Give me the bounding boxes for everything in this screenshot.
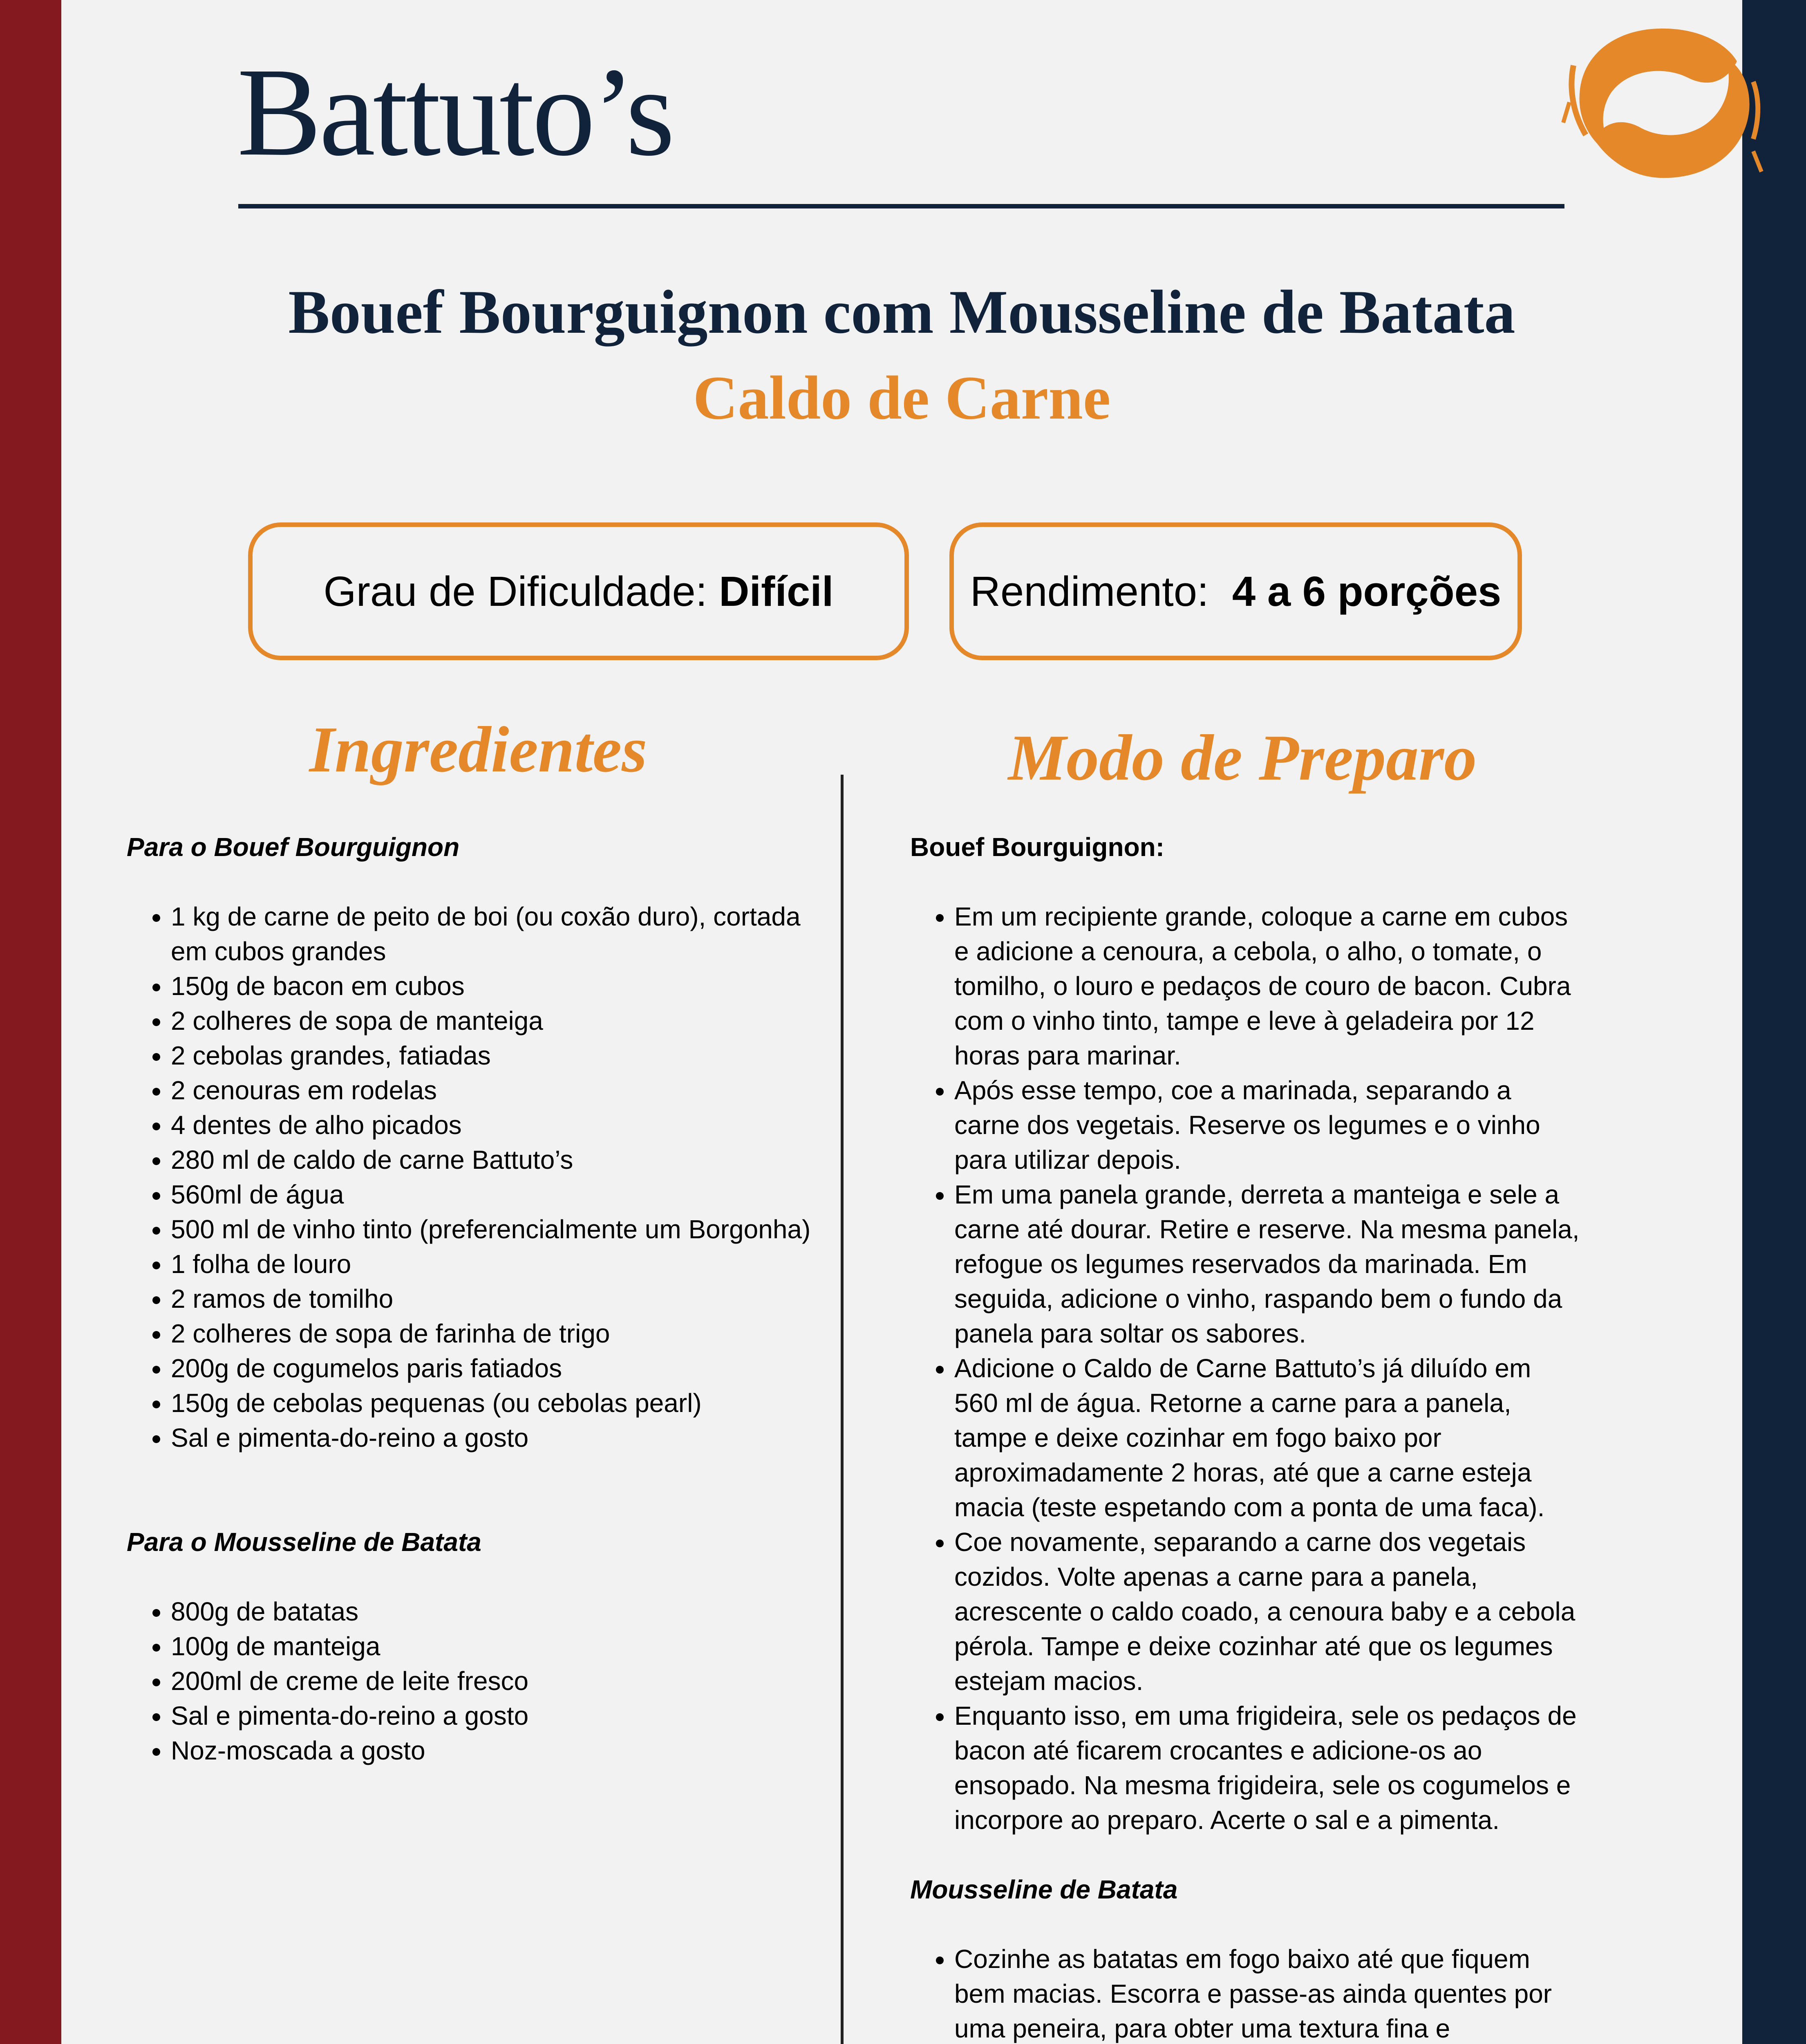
ingredients-section-title: Para o Bouef Bourguignon — [127, 832, 460, 862]
list-item: • 560ml de água — [171, 1177, 821, 1212]
header-rule — [238, 204, 1564, 208]
list-item: • Coe novamente, separando a carne dos vegetais cozidos. Volte apenas a carne para a panela, acrescente o caldo coado, a cenoura baby e a cebola pérola. Tampe e deixe cozinhar até que os legumes estejam macios. — [954, 1525, 1580, 1699]
right-color-band — [1742, 0, 1806, 2044]
ingredients-list — [127, 899, 821, 1455]
yield-value: 4 a 6 porções — [1232, 567, 1502, 615]
recipe-title: Bouef Bourguignon com Mousseline de Batata — [288, 278, 1515, 346]
difficulty-box — [248, 522, 909, 660]
ingredients-section-title: Para o Mousseline de Batata — [127, 1527, 481, 1557]
list-item: • 200ml de creme de leite fresco — [171, 1664, 821, 1699]
yield-label: Rendimento: — [970, 567, 1209, 615]
yield-box — [949, 522, 1522, 660]
list-item: • Sal e pimenta-do-reino a gosto — [171, 1699, 821, 1733]
list-item: • 2 colheres de sopa de manteiga — [171, 1004, 821, 1038]
list-item: • 100g de manteiga — [171, 1629, 821, 1664]
brand-logo: Battuto’s — [237, 42, 673, 182]
ingredients-heading: Ingredientes — [309, 713, 647, 786]
list-item: • 1 folha de louro — [171, 1247, 821, 1282]
list-item: • Em um recipiente grande, coloque a carne em cubos e adicione a cenoura, a cebola, o alho, o tomate, o tomilho, o louro e pedaços de couro de bacon. Cubra com o vinho tinto, tampe e leve à geladeira por 12 horas para marinar. — [954, 899, 1580, 1073]
list-item: • 150g de bacon em cubos — [171, 969, 821, 1004]
list-item: • 200g de cogumelos paris fatiados — [171, 1351, 821, 1386]
difficulty-value: Difícil — [719, 567, 834, 615]
preparation-section-title: Mousseline de Batata — [910, 1875, 1178, 1904]
list-item: • Sal e pimenta-do-reino a gosto — [171, 1421, 821, 1455]
list-item: • 2 cebolas grandes, fatiadas — [171, 1038, 821, 1073]
list-item: • Adicione o Caldo de Carne Battuto’s já diluído em 560 ml de água. Retorne a carne para a panela, tampe e deixe cozinhar em fogo baixo por aproximadamente 2 horas, até que a carne esteja macia (teste espetando com a ponta de uma faca). — [954, 1351, 1580, 1525]
preparation-list — [910, 1942, 1580, 2044]
list-item: • 2 colheres de sopa de farinha de trigo — [171, 1316, 821, 1351]
ingredients-column — [127, 830, 821, 1768]
preparation-list — [910, 899, 1580, 1838]
list-item: • 500 ml de vinho tinto (preferencialmente um Borgonha) — [171, 1212, 821, 1247]
column-divider — [841, 775, 844, 2044]
difficulty-label: Grau de Dificuldade: — [323, 567, 707, 615]
left-color-band — [0, 0, 61, 2044]
recipe-subtitle: Caldo de Carne — [693, 363, 1111, 432]
list-item: • 4 dentes de alho picados — [171, 1108, 821, 1143]
preparation-heading: Modo de Preparo — [1008, 721, 1477, 794]
ingredients-list — [127, 1594, 821, 1768]
list-item: • Noz-moscada a gosto — [171, 1733, 821, 1768]
list-item: • 150g de cebolas pequenas (ou cebolas pearl) — [171, 1386, 821, 1421]
list-item: • Após esse tempo, coe a marinada, separando a carne dos vegetais. Reserve os legumes e o vinho para utilizar depois. — [954, 1073, 1580, 1177]
list-item: • 2 ramos de tomilho — [171, 1282, 821, 1316]
list-item: • Cozinhe as batatas em fogo baixo até que fiquem bem macias. Escorra e passe-as ainda quentes por uma peneira, para obter uma textura fina e — [954, 1942, 1580, 2044]
preparation-column — [910, 830, 1580, 2044]
list-item: • 1 kg de carne de peito de boi (ou coxão duro), cortada em cubos grandes — [171, 899, 821, 969]
list-item: • 2 cenouras em rodelas — [171, 1073, 821, 1108]
brand-emblem-icon — [1557, 16, 1770, 188]
list-item: • 800g de batatas — [171, 1594, 821, 1629]
list-item: • Enquanto isso, em uma frigideira, sele os pedaços de bacon até ficarem crocantes e adicione-os ao ensopado. Na mesma frigideira, sele os cogumelos e incorpore ao preparo. Acerte o sal e a pimenta. — [954, 1699, 1580, 1838]
list-item: • Em uma panela grande, derreta a manteiga e sele a carne até dourar. Retire e reserve. Na mesma panela, refogue os legumes reservados da marinada. Em seguida, adicione o vinho, raspando bem o fundo da panela para soltar os sabores. — [954, 1177, 1580, 1351]
preparation-section-title: Bouef Bourguignon: — [910, 832, 1165, 862]
list-item: • 280 ml de caldo de carne Battuto’s — [171, 1143, 821, 1177]
